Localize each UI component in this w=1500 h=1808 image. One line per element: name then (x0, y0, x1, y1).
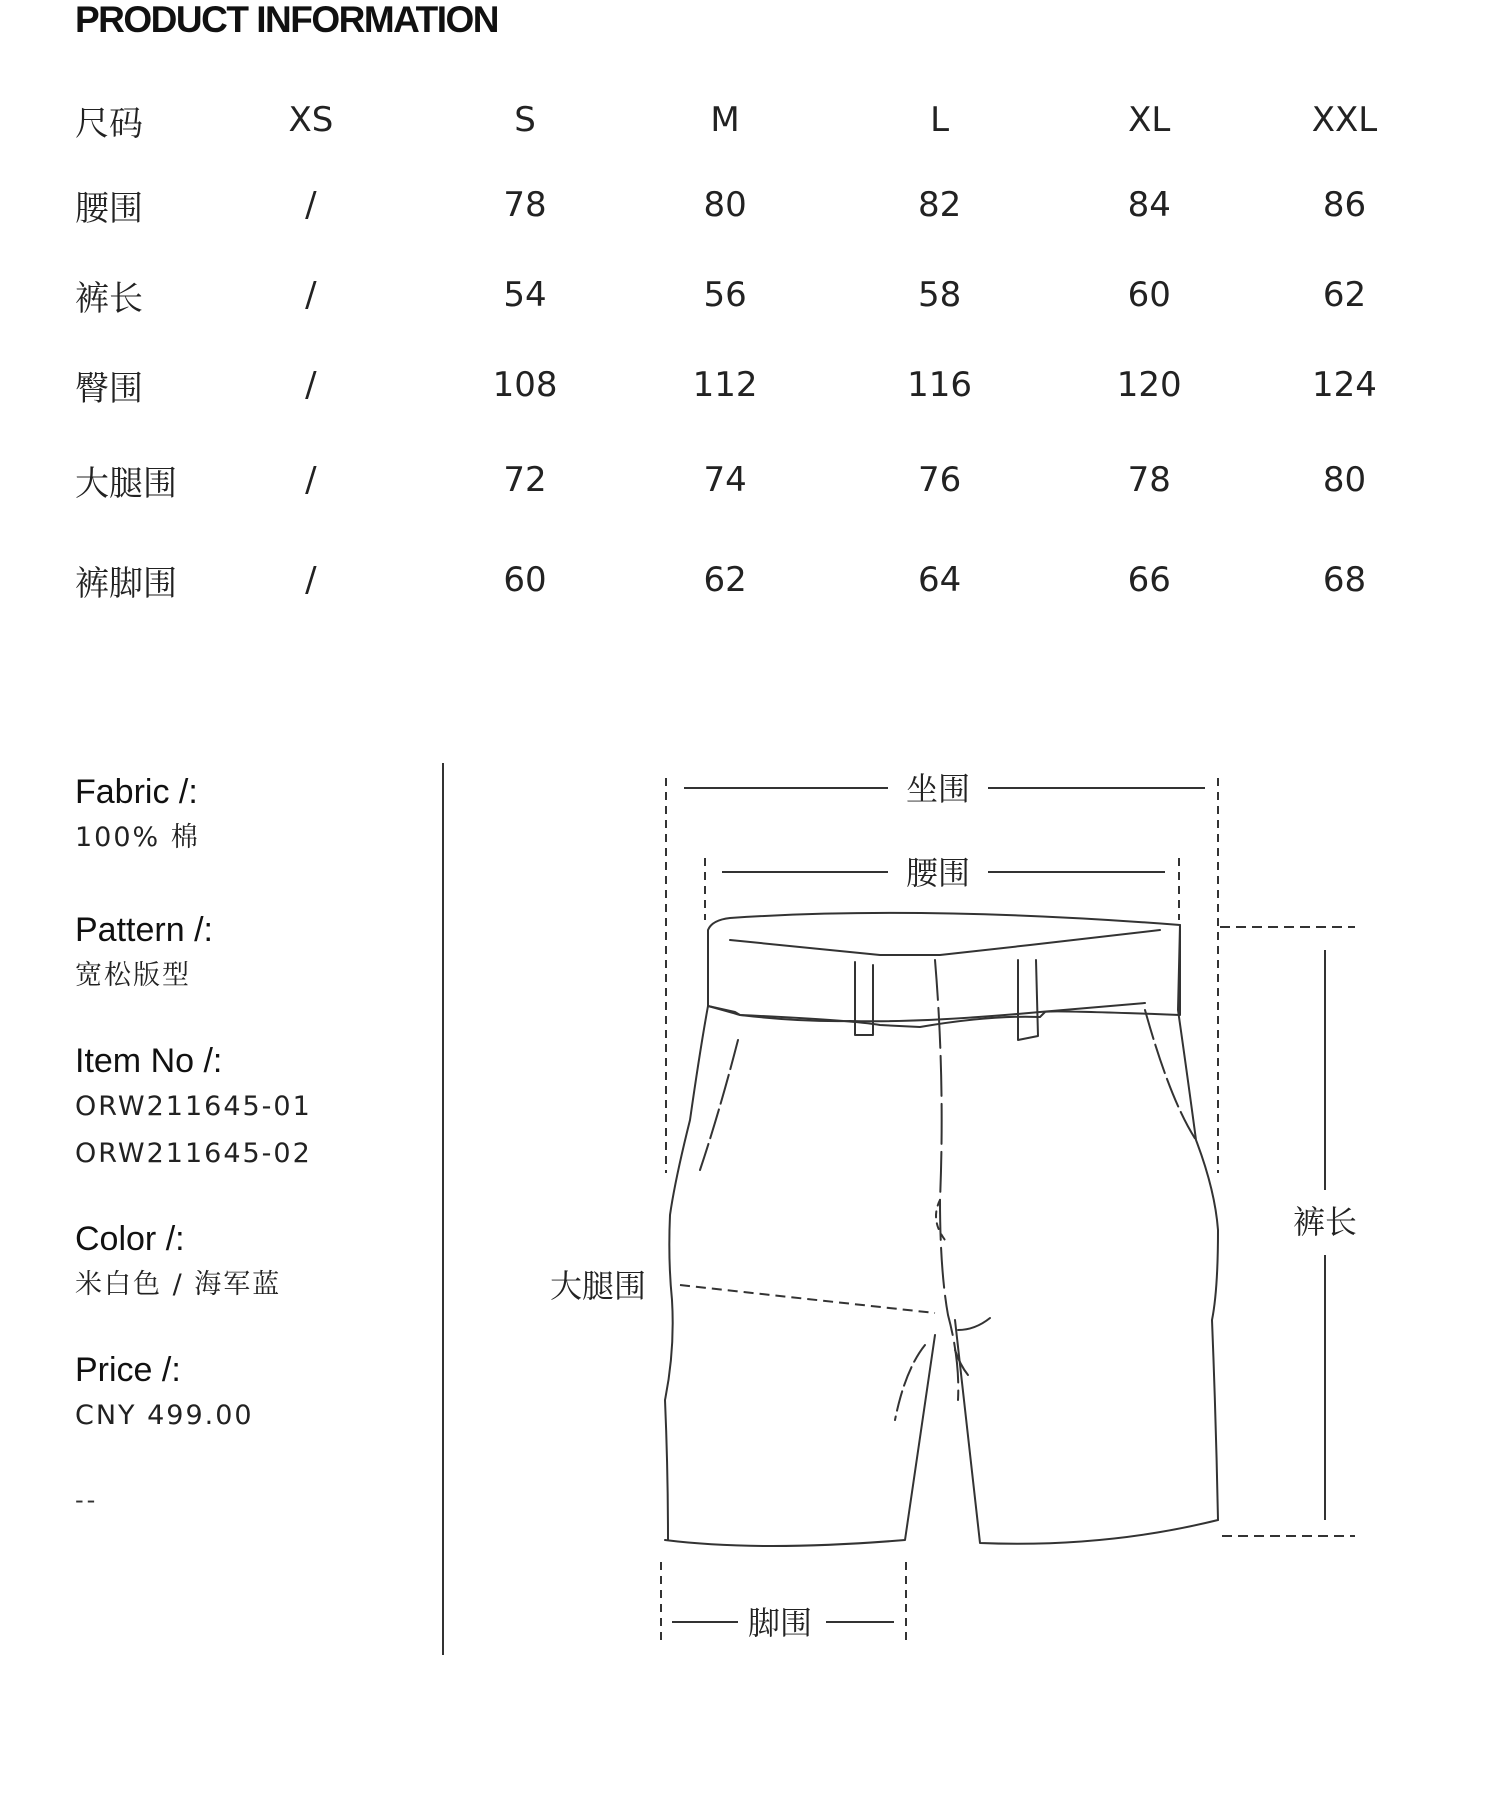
table-cell: 78 (1127, 460, 1171, 500)
table-header-cell: XS (288, 100, 334, 140)
table-cell: / (305, 560, 317, 600)
table-cell: 74 (703, 460, 747, 500)
shorts-outline (665, 913, 1218, 1546)
color-label: Color /: (75, 1220, 185, 1258)
table-header-cell: S (514, 100, 536, 140)
table-cell: 108 (492, 365, 558, 405)
table-cell: 112 (692, 365, 758, 405)
table-cell: / (305, 460, 317, 500)
table-cell: 54 (503, 275, 547, 315)
table-cell: 80 (703, 185, 747, 225)
table-cell: 大腿围 (75, 463, 177, 504)
table-cell: 60 (1127, 275, 1171, 315)
table-cell: 裤长 (75, 278, 143, 319)
table-cell: 62 (703, 560, 747, 600)
price-value: CNY 499.00 (75, 1400, 254, 1431)
pattern-value: 宽松版型 (75, 960, 191, 991)
hip-label: 坐围 (905, 770, 971, 808)
table-cell: 76 (917, 460, 962, 500)
fabric-value: 100% 棉 (75, 822, 200, 853)
thigh-measure-line (680, 1285, 935, 1313)
item-no-value: ORW211645-01 (75, 1091, 312, 1122)
length-label: 裤长 (1292, 1203, 1358, 1241)
table-header-cell: 尺码 (75, 103, 143, 144)
footer-mark: -- (75, 1486, 99, 1514)
thigh-label: 大腿围 (549, 1267, 647, 1305)
table-cell: 78 (503, 185, 547, 225)
table-cell: / (305, 365, 317, 405)
table-cell: 腰围 (75, 188, 143, 229)
table-cell: 裤脚围 (75, 563, 177, 604)
table-cell: 124 (1312, 365, 1377, 405)
table-cell: 86 (1322, 185, 1367, 225)
table-cell: 68 (1322, 560, 1367, 600)
table-cell: 62 (1322, 275, 1367, 315)
table-cell: / (305, 275, 317, 315)
table-header-cell: XXL (1311, 100, 1378, 140)
fabric-label: Fabric /: (75, 773, 198, 811)
table-cell: 臀围 (75, 368, 143, 409)
table-cell: 64 (917, 560, 962, 600)
table-cell: 82 (917, 185, 962, 225)
pattern-label: Pattern /: (75, 911, 213, 949)
table-cell: / (305, 185, 317, 225)
page-title: PRODUCT INFORMATION (75, 0, 498, 40)
color-value: 米白色 / 海军蓝 (75, 1269, 282, 1300)
table-header-cell: M (710, 100, 740, 140)
table-cell: 84 (1127, 185, 1171, 225)
table-cell: 80 (1322, 460, 1367, 500)
table-header-cell: L (930, 100, 950, 140)
table-cell: 116 (907, 365, 973, 405)
table-cell: 60 (503, 560, 547, 600)
price-label: Price /: (75, 1351, 181, 1389)
table-cell: 66 (1127, 560, 1171, 600)
table-cell: 58 (917, 275, 962, 315)
table-cell: 72 (503, 460, 547, 500)
waist-label: 腰围 (905, 854, 971, 892)
table-header-cell: XL (1128, 100, 1171, 140)
table-cell: 56 (703, 275, 747, 315)
hem-label: 脚围 (747, 1604, 813, 1642)
item-no-value: ORW211645-02 (75, 1138, 312, 1169)
table-cell: 120 (1116, 365, 1182, 405)
item-no-label: Item No /: (75, 1042, 223, 1080)
